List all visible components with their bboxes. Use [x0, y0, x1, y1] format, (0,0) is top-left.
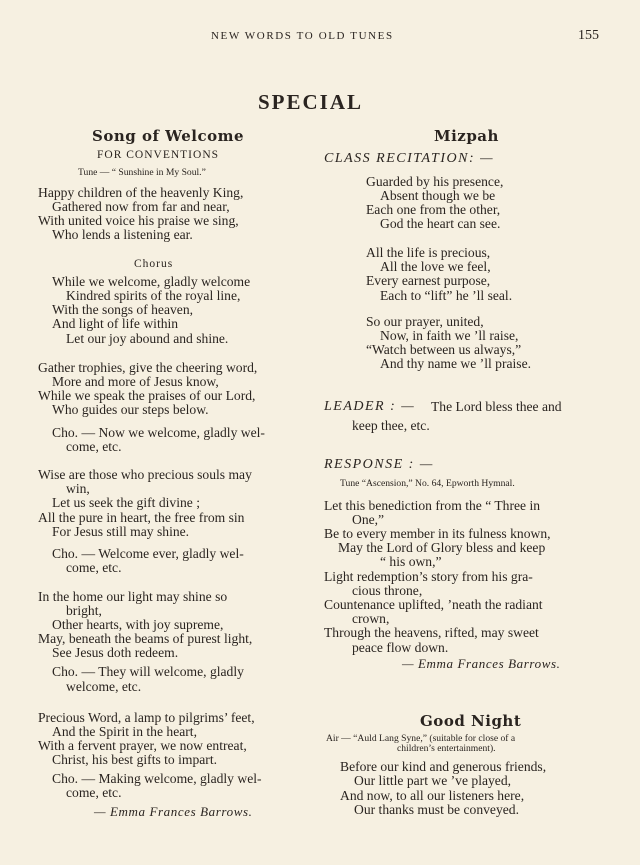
stanza-line: Guarded by his presence,	[366, 174, 504, 189]
verse-line: See Jesus doth redeem.	[52, 645, 179, 660]
verse-line: Kindred spirits of the royal line,	[66, 288, 241, 303]
verse-line: Precious Word, a lamp to pilgrims’ feet,	[38, 710, 255, 725]
response-line: Countenance uplifted, ’neath the radiant	[324, 597, 543, 612]
verse-line: More and more of Jesus know,	[52, 374, 219, 389]
verse-line: Christ, his best gifts to impart.	[52, 752, 218, 767]
signature: — Emma Frances Barrows.	[402, 656, 561, 671]
running-title: NEW WORDS TO OLD TUNES	[211, 30, 394, 42]
air-note: children’s entertainment).	[397, 743, 496, 754]
chorus-label: Chorus	[134, 258, 174, 270]
stanza-line: Each one from the other,	[366, 202, 501, 217]
stanza-line: Now, in faith we ’ll raise,	[380, 328, 519, 343]
verse-line: Wise are those who precious souls may	[38, 467, 252, 482]
verse-line: With united voice his praise we sing,	[38, 213, 239, 228]
stanza-line: And thy name we ’ll praise.	[380, 356, 531, 371]
tune-note: Tune — “ Sunshine in My Soul.”	[78, 167, 206, 178]
stanza-line: “Watch between us always,”	[366, 342, 522, 357]
response-line: cious throne,	[352, 583, 423, 598]
response-line: “ his own,”	[380, 554, 442, 569]
chorus-ref: come, etc.	[66, 439, 122, 454]
verse-line: Let our joy abound and shine.	[66, 331, 229, 346]
chorus-ref: Cho. — Making welcome, gladly wel-	[52, 771, 262, 786]
stanza-line: All the love we feel,	[380, 259, 491, 274]
chorus-ref: come, etc.	[66, 785, 122, 800]
verse-line: Gathered now from far and near,	[52, 199, 230, 214]
air-note: Air — “Auld Lang Syne,” (suitable for close of a	[326, 733, 516, 744]
response-line: Let this benediction from the “ Three in	[324, 498, 541, 513]
verse-line: In the home our light may shine so	[38, 589, 228, 604]
verse-line: May, beneath the beams of purest light,	[38, 631, 253, 646]
verse-line: For Jesus still may shine.	[52, 524, 190, 539]
song-title: Song of Welcome	[92, 127, 245, 145]
response-line: crown,	[352, 611, 390, 626]
verse-line: And the Spirit in the heart,	[52, 724, 197, 739]
stanza-line: Absent though we be	[380, 188, 496, 203]
good-night-line: Our thanks must be conveyed.	[354, 802, 519, 817]
section-title: SPECIAL	[258, 90, 364, 114]
class-recitation-label: CLASS RECITATION: —	[324, 151, 495, 166]
song-subtitle: FOR CONVENTIONS	[97, 149, 220, 161]
signature: — Emma Frances Barrows.	[94, 804, 253, 819]
verse-line: And light of life within	[52, 316, 179, 331]
verse-line: Gather trophies, give the cheering word,	[38, 360, 258, 375]
verse-line: bright,	[66, 603, 102, 618]
stanza-line: So our prayer, united,	[366, 314, 484, 329]
response-line: Be to every member in its fulness known,	[324, 526, 551, 541]
stanza-line: God the heart can see.	[380, 216, 501, 231]
leader-label: LEADER : —	[324, 399, 416, 414]
good-night-line: Our little part we ’ve played,	[354, 773, 512, 788]
chorus-ref: come, etc.	[66, 560, 122, 575]
verse-line: While we speak the praises of our Lord,	[38, 388, 256, 403]
verse-line: Happy children of the heavenly King,	[38, 185, 244, 200]
response-line: One,”	[352, 512, 385, 527]
mizpah-title: Mizpah	[434, 127, 499, 145]
stanza-line: Every earnest purpose,	[366, 273, 491, 288]
verse-line: Other hearts, with joy supreme,	[52, 617, 224, 632]
verse-line: win,	[66, 481, 90, 496]
leader-line: keep thee, etc.	[352, 418, 430, 433]
good-night-title: Good Night	[420, 712, 522, 730]
response-line: peace flow down.	[352, 640, 449, 655]
verse-line: Who lends a listening ear.	[52, 227, 193, 242]
verse-line: Who guides our steps below.	[52, 402, 209, 417]
verse-line: With the songs of heaven,	[52, 302, 194, 317]
chorus-ref: Cho. — Now we welcome, gladly wel-	[52, 425, 265, 440]
verse-line: Let us seek the gift divine ;	[52, 495, 200, 510]
verse-line: All the pure in heart, the free from sin	[38, 510, 245, 525]
response-tune: Tune “Ascension,” No. 64, Epworth Hymnal.	[340, 478, 515, 489]
chorus-ref: welcome, etc.	[66, 679, 142, 694]
chorus-ref: Cho. — Welcome ever, gladly wel-	[52, 546, 244, 561]
leader-line: The Lord bless thee and	[431, 399, 562, 414]
stanza-line: All the life is precious,	[366, 245, 491, 260]
verse-line: While we welcome, gladly welcome	[52, 274, 251, 289]
response-line: Light redemption’s story from his gra-	[324, 569, 533, 584]
good-night-line: Before our kind and generous friends,	[340, 759, 547, 774]
verse-line: With a fervent prayer, we now entreat,	[38, 738, 247, 753]
response-line: May the Lord of Glory bless and keep	[338, 540, 546, 555]
page-number: 155	[578, 28, 599, 43]
chorus-ref: Cho. — They will welcome, gladly	[52, 664, 244, 679]
good-night-line: And now, to all our listeners here,	[340, 788, 525, 803]
stanza-line: Each to “lift” he ’ll seal.	[380, 288, 513, 303]
response-line: Through the heavens, rifted, may sweet	[324, 625, 539, 640]
response-label: RESPONSE : —	[324, 457, 434, 472]
